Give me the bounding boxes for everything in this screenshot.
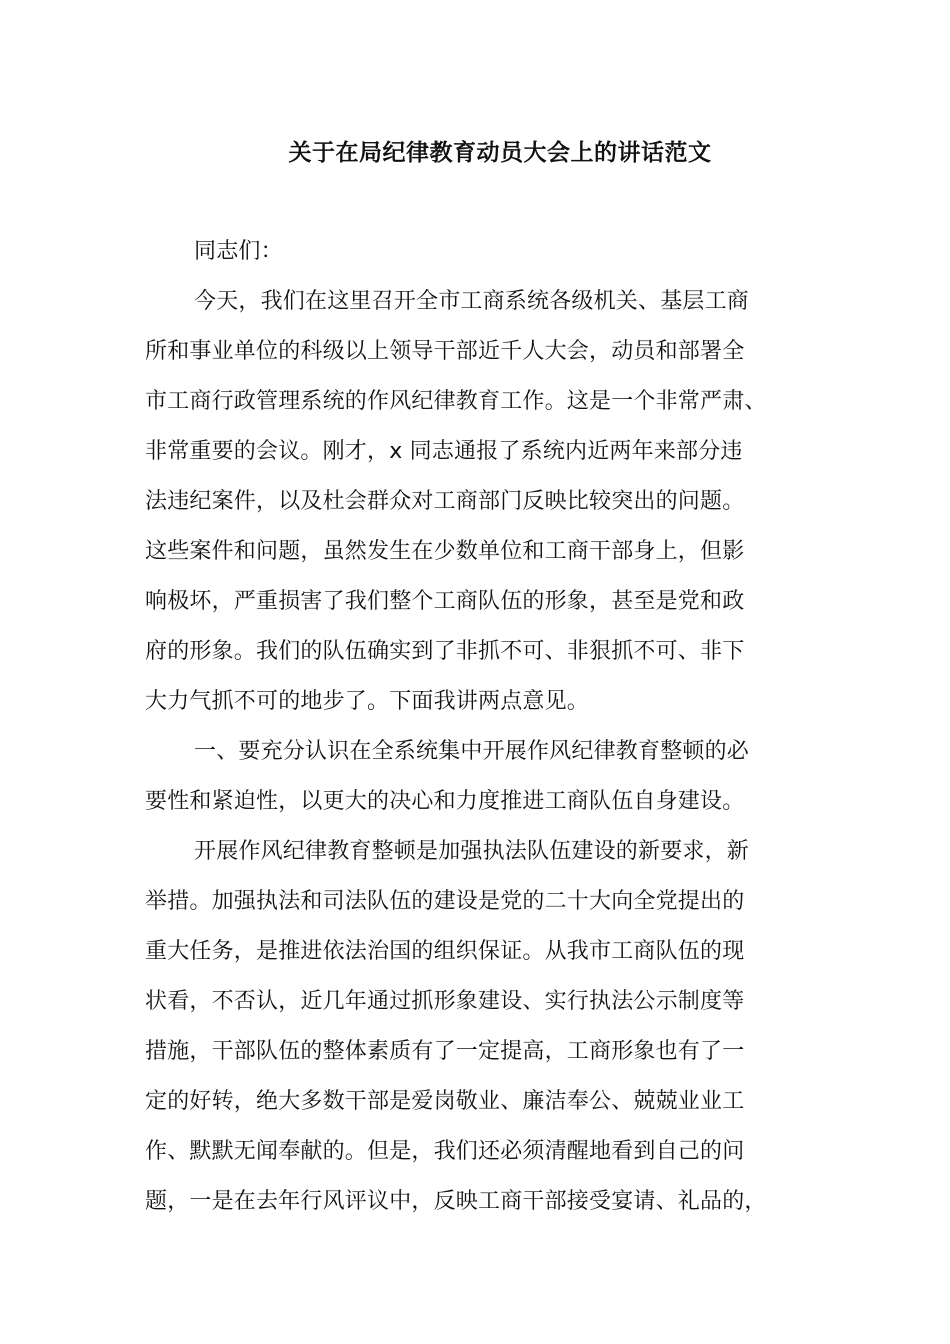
paragraph-line: 这些案件和问题，虽然发生在少数单位和工商干部身上，但影 — [145, 539, 745, 564]
paragraph-line: 重大任务，是推进依法治国的组织保证。从我市工商队伍的现 — [145, 939, 745, 964]
paragraph-line: 措施，干部队伍的整体素质有了一定提高，工商形象也有了一 — [145, 1039, 745, 1064]
paragraph-line: 大力气抓不可的地步了。下面我讲两点意见。 — [145, 689, 590, 714]
paragraph-line: 法违纪案件，以及杜会群众对工商部门反映比较突出的问题。 — [145, 489, 745, 514]
paragraph-line: 定的好转，绝大多数干部是爱岗敬业、廉洁奉公、兢兢业业工 — [145, 1089, 745, 1114]
paragraph-line: 状看，不否认，近几年通过抓形象建设、实行执法公示制度等 — [145, 989, 745, 1014]
paragraph-line: 举措。加强执法和司法队伍的建设是党的二十大向全党提出的 — [145, 889, 745, 914]
paragraph-line: 题，一是在去年行风评议中，反映工商干部接受宴请、礼品的， — [145, 1189, 767, 1214]
section-heading-line: 一、要充分认识在全系统集中开展作风纪律教育整顿的必 — [194, 739, 750, 764]
document-title: 关于在局纪律教育动员大会上的讲话范文 — [288, 140, 712, 166]
paragraph-line: 府的形象。我们的队伍确实到了非抓不可、非狠抓不可、非下 — [145, 639, 745, 664]
paragraph-line: 响极坏，严重损害了我们整个工商队伍的形象，甚至是党和政 — [145, 589, 745, 614]
paragraph-line: 市工商行政管理系统的作风纪律教育工作。这是一个非常严肃、 — [145, 389, 767, 414]
paragraph-line: 非常重要的会议。刚才，x 同志通报了系统内近两年来部分违 — [145, 439, 743, 464]
paragraph-line: 开展作风纪律教育整顿是加强执法队伍建设的新要求，新 — [194, 839, 750, 864]
paragraph-line: 作、默默无闻奉献的。但是，我们还必须清醒地看到自己的问 — [145, 1139, 745, 1164]
section-heading-line: 要性和紧迫性，以更大的决心和力度推进工商队伍自身建设。 — [145, 789, 745, 814]
paragraph-line: 今天，我们在这里召开全市工商系统各级机关、基层工商 — [194, 289, 750, 314]
paragraph-line: 所和事业单位的科级以上领导干部近千人大会，动员和部署全 — [145, 339, 745, 364]
salutation: 同志们： — [194, 239, 283, 264]
